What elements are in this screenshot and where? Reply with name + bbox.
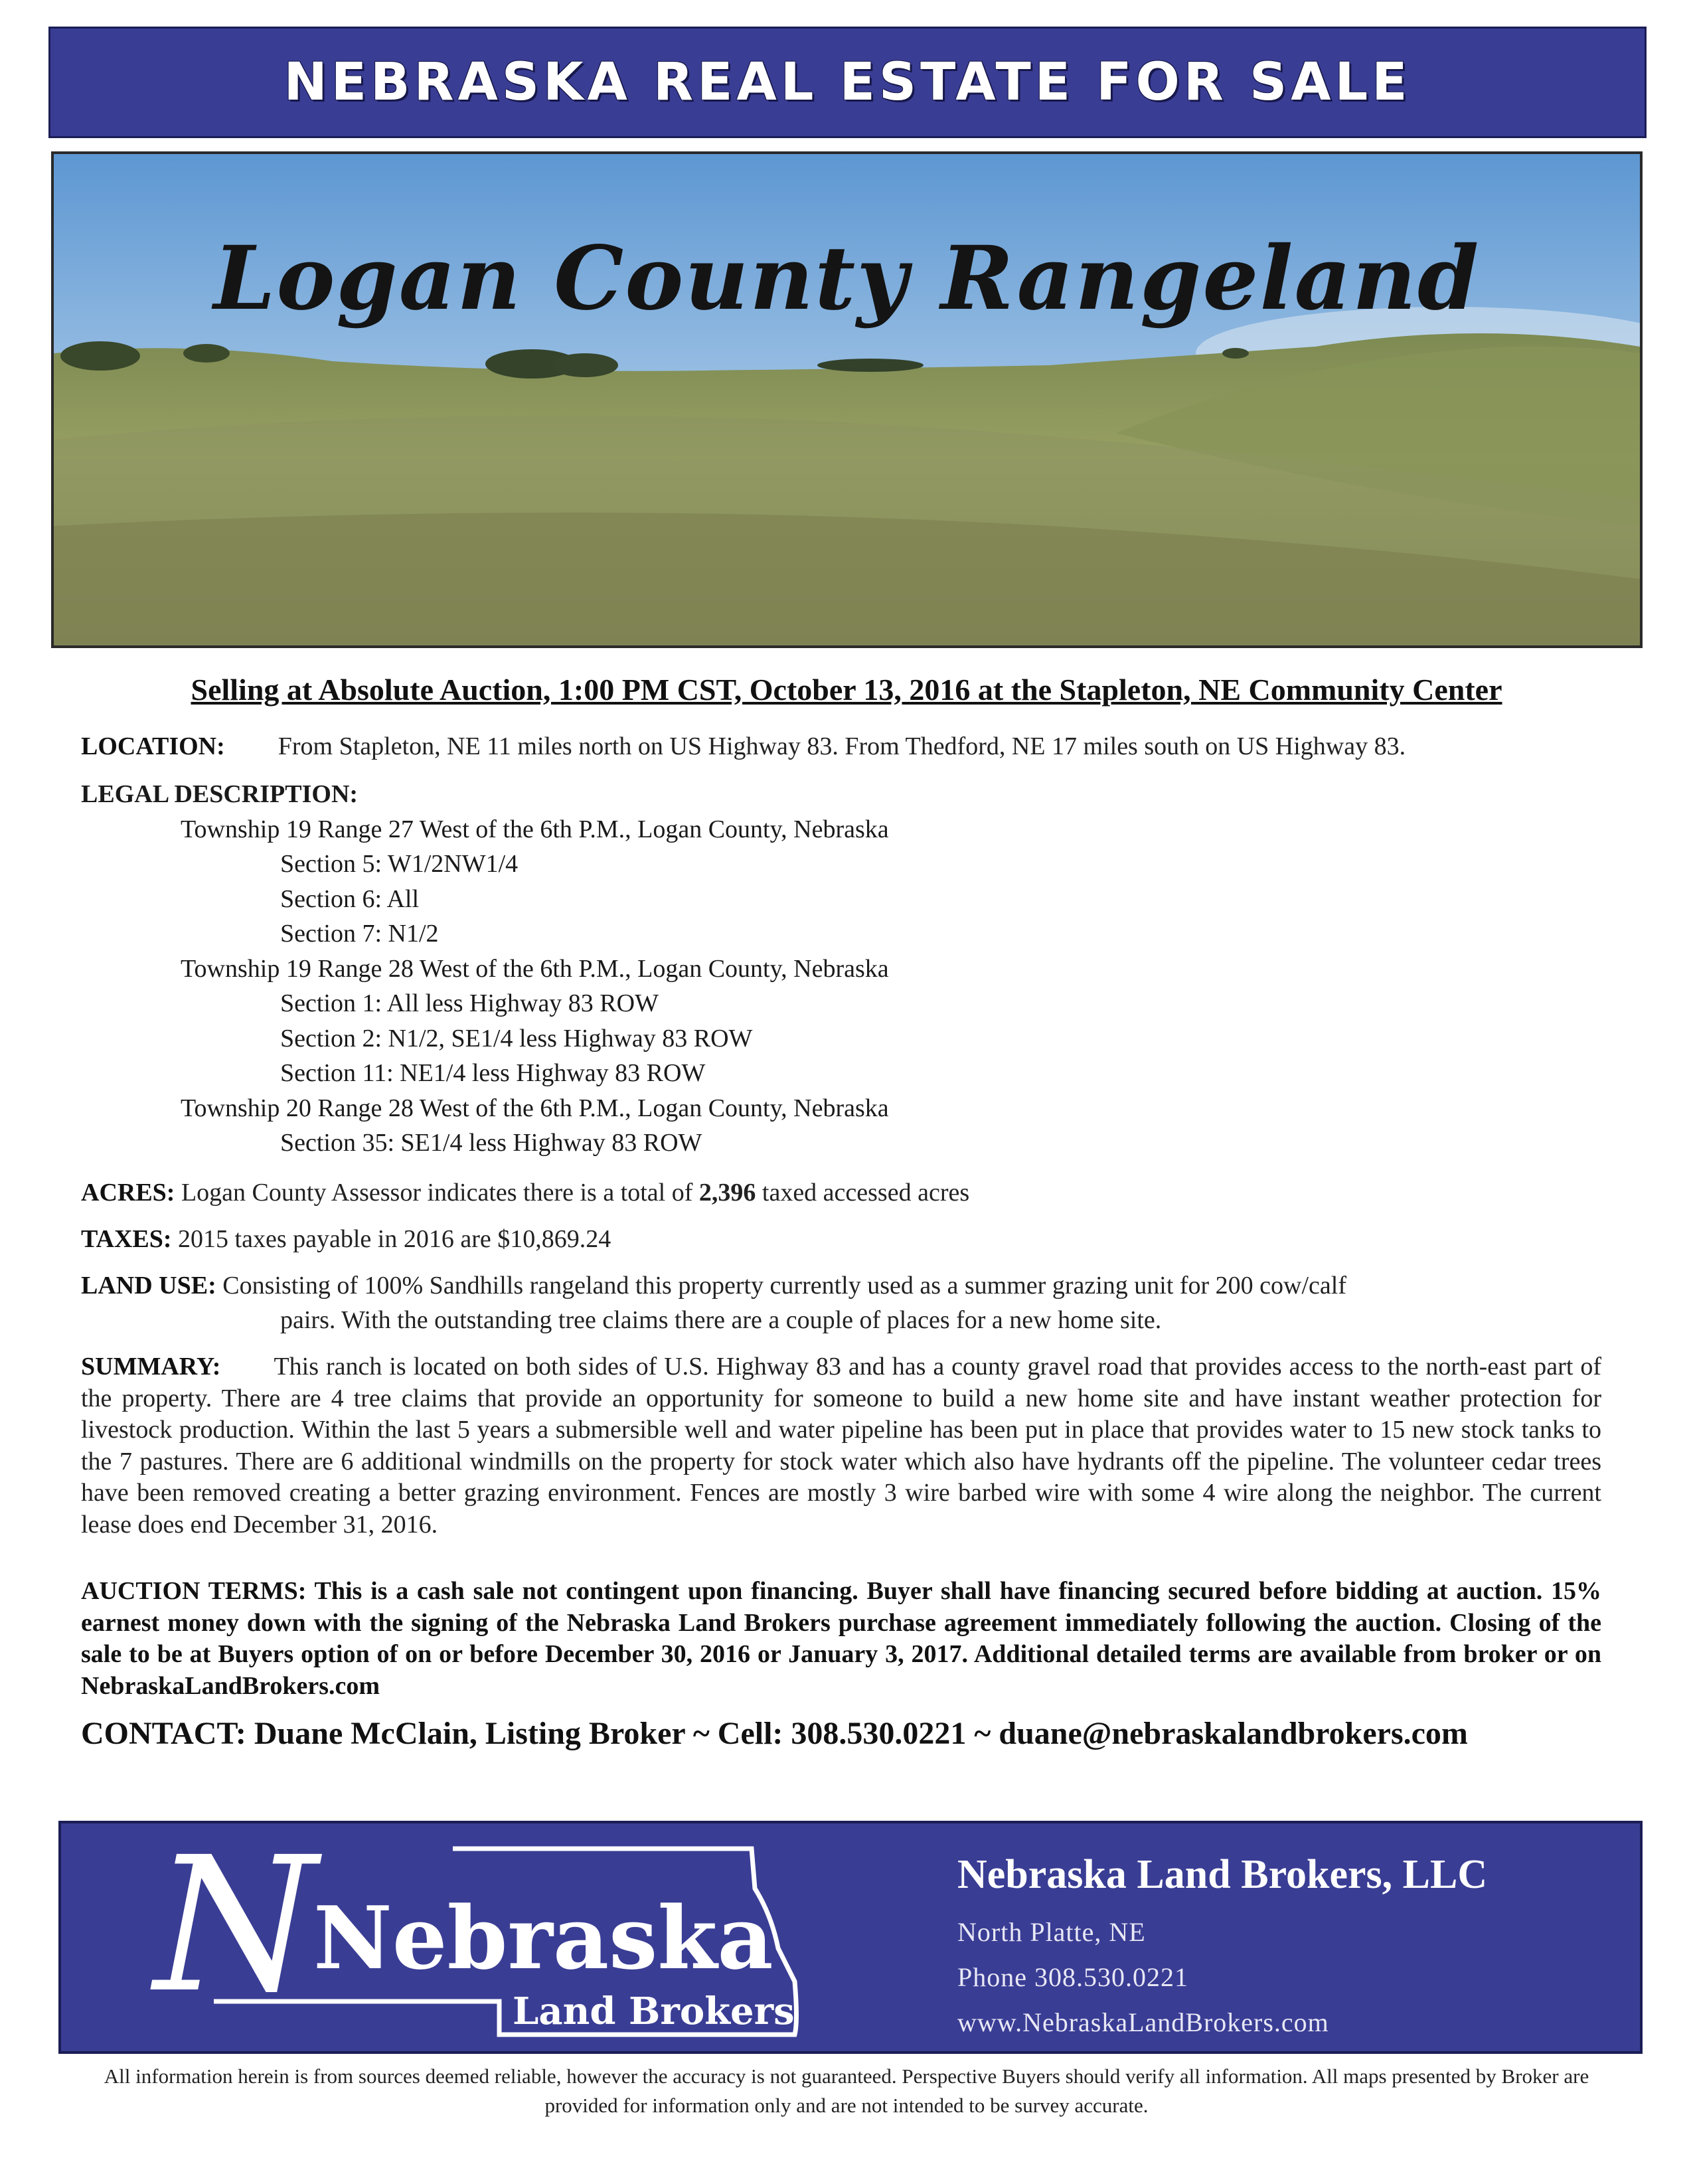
company-name: Nebraska Land Brokers, LLC (957, 1852, 1488, 1897)
property-title: Logan County Rangeland (213, 227, 1481, 330)
legal-line: Township 19 Range 27 West of the 6th P.M., Logan County, Nebraska (181, 815, 889, 843)
auction-headline: Selling at Absolute Auction, 1:00 PM CST, October 13, 2016 at the Stapleton, NE Community Center (191, 673, 1502, 707)
land-use-section (81, 1268, 1346, 1337)
acres-value: 2,396 (698, 1179, 756, 1207)
auction-terms: AUCTION TERMS: This is a cash sale not contingent upon financing. Buyer shall have financing secured before bidding at auction. 15% earnest money down with the signing of the Nebraska Land Brokers purchase agreement immediately following the auction. Closing of the sale to be at Buyers option of on or before December 30, 2016 or January 3, 2017. Additional detailed terms are available from broker or on NebraskaLandBrokers.com (81, 1577, 1601, 1700)
legal-description (81, 777, 889, 1161)
legal-line: Section 1: All less Highway 83 ROW (280, 989, 659, 1017)
legal-line: Township 20 Range 28 West of the 6th P.M., Logan County, Nebraska (181, 1094, 889, 1122)
location-label: LOCATION: (81, 732, 225, 760)
company-website[interactable]: www.NebraskaLandBrokers.com (957, 2007, 1329, 2037)
acres-text-after: taxed accessed acres (762, 1179, 970, 1207)
acres-section (81, 1175, 969, 1210)
legal-line: Section 2: N1/2, SE1/4 less Highway 83 ROW (280, 1024, 753, 1052)
location-section (81, 729, 1406, 764)
logo-word: Nebraska (313, 1887, 773, 1989)
summary-label: SUMMARY: (81, 1353, 221, 1381)
nebraska-land-brokers-logo (141, 1835, 805, 2048)
summary-text: This ranch is located on both sides of U.S. Highway 83 and has a county gravel road that provides access to the north-east part of the property. There are 4 tree claims that provide an opportunity for someone to build a new home site and have instant weather protection for livestock production. Within the last 5 years a submersible well and water pipeline has been put in place that provides water to 15 new stock tanks to the 7 pastures. There are 6 additional windmills on the property for stock water which also have hydrants off the pipeline. The volunteer cedar trees have been removed creating a better grazing environment. Fences are mostly 3 wire barbed wire with some 4 wire along the neighbor. The current lease does end December 31, 2016. (81, 1353, 1601, 1539)
legal-line: Section 6: All (280, 884, 419, 913)
taxes-text: 2015 taxes payable in 2016 are $10,869.24 (178, 1225, 611, 1253)
contact-line: CONTACT: Duane McClain, Listing Broker ~ Cell: 308.530.0221 ~ duane@nebraskalandbrokers.com (81, 1716, 1468, 1751)
company-city: North Platte, NE (957, 1917, 1146, 1947)
logo-subtitle: Land Brokers (513, 1989, 795, 2033)
summary-section (81, 1351, 1601, 1541)
acres-label: ACRES: (81, 1179, 175, 1207)
taxes-label: TAXES: (81, 1225, 172, 1253)
header-banner (48, 27, 1647, 138)
legal-label: LEGAL DESCRIPTION: (81, 780, 359, 808)
disclaimer: All information herein is from sources deemed reliable, however the accuracy is not guaranteed. Perspective Buyers should verify all information. All maps presented by Broker are provided for information only and are not intended to be survey accurate. (104, 2064, 1589, 2117)
legal-line: Section 5: W1/2NW1/4 (280, 850, 519, 878)
legal-line: Township 19 Range 28 West of the 6th P.M., Logan County, Nebraska (181, 954, 889, 983)
company-phone: Phone 308.530.0221 (957, 1962, 1188, 1992)
taxes-section (81, 1222, 611, 1256)
land-use-line2: pairs. With the outstanding tree claims there are a couple of places for a new home site. (280, 1306, 1162, 1334)
logo-initial: N (154, 1835, 317, 2034)
legal-line: Section 11: NE1/4 less Highway 83 ROW (280, 1059, 706, 1087)
footer-broker-box (58, 1821, 1643, 2054)
legal-line: Section 7: N1/2 (280, 920, 439, 948)
location-text: From Stapleton, NE 11 miles north on US Highway 83. From Thedford, NE 17 miles south on US Highway 83. (278, 732, 1406, 760)
rangeland-photo (51, 151, 1643, 648)
acres-text: Logan County Assessor indicates there is a total of (181, 1179, 693, 1207)
page-title: NEBRASKA REAL ESTATE FOR SALE (283, 52, 1411, 112)
land-use-label: LAND USE: (81, 1272, 216, 1300)
legal-line: Section 35: SE1/4 less Highway 83 ROW (280, 1129, 702, 1157)
land-use-line1: Consisting of 100% Sandhills rangeland this property currently used as a summer grazing unit for 200 cow/calf (222, 1272, 1346, 1300)
